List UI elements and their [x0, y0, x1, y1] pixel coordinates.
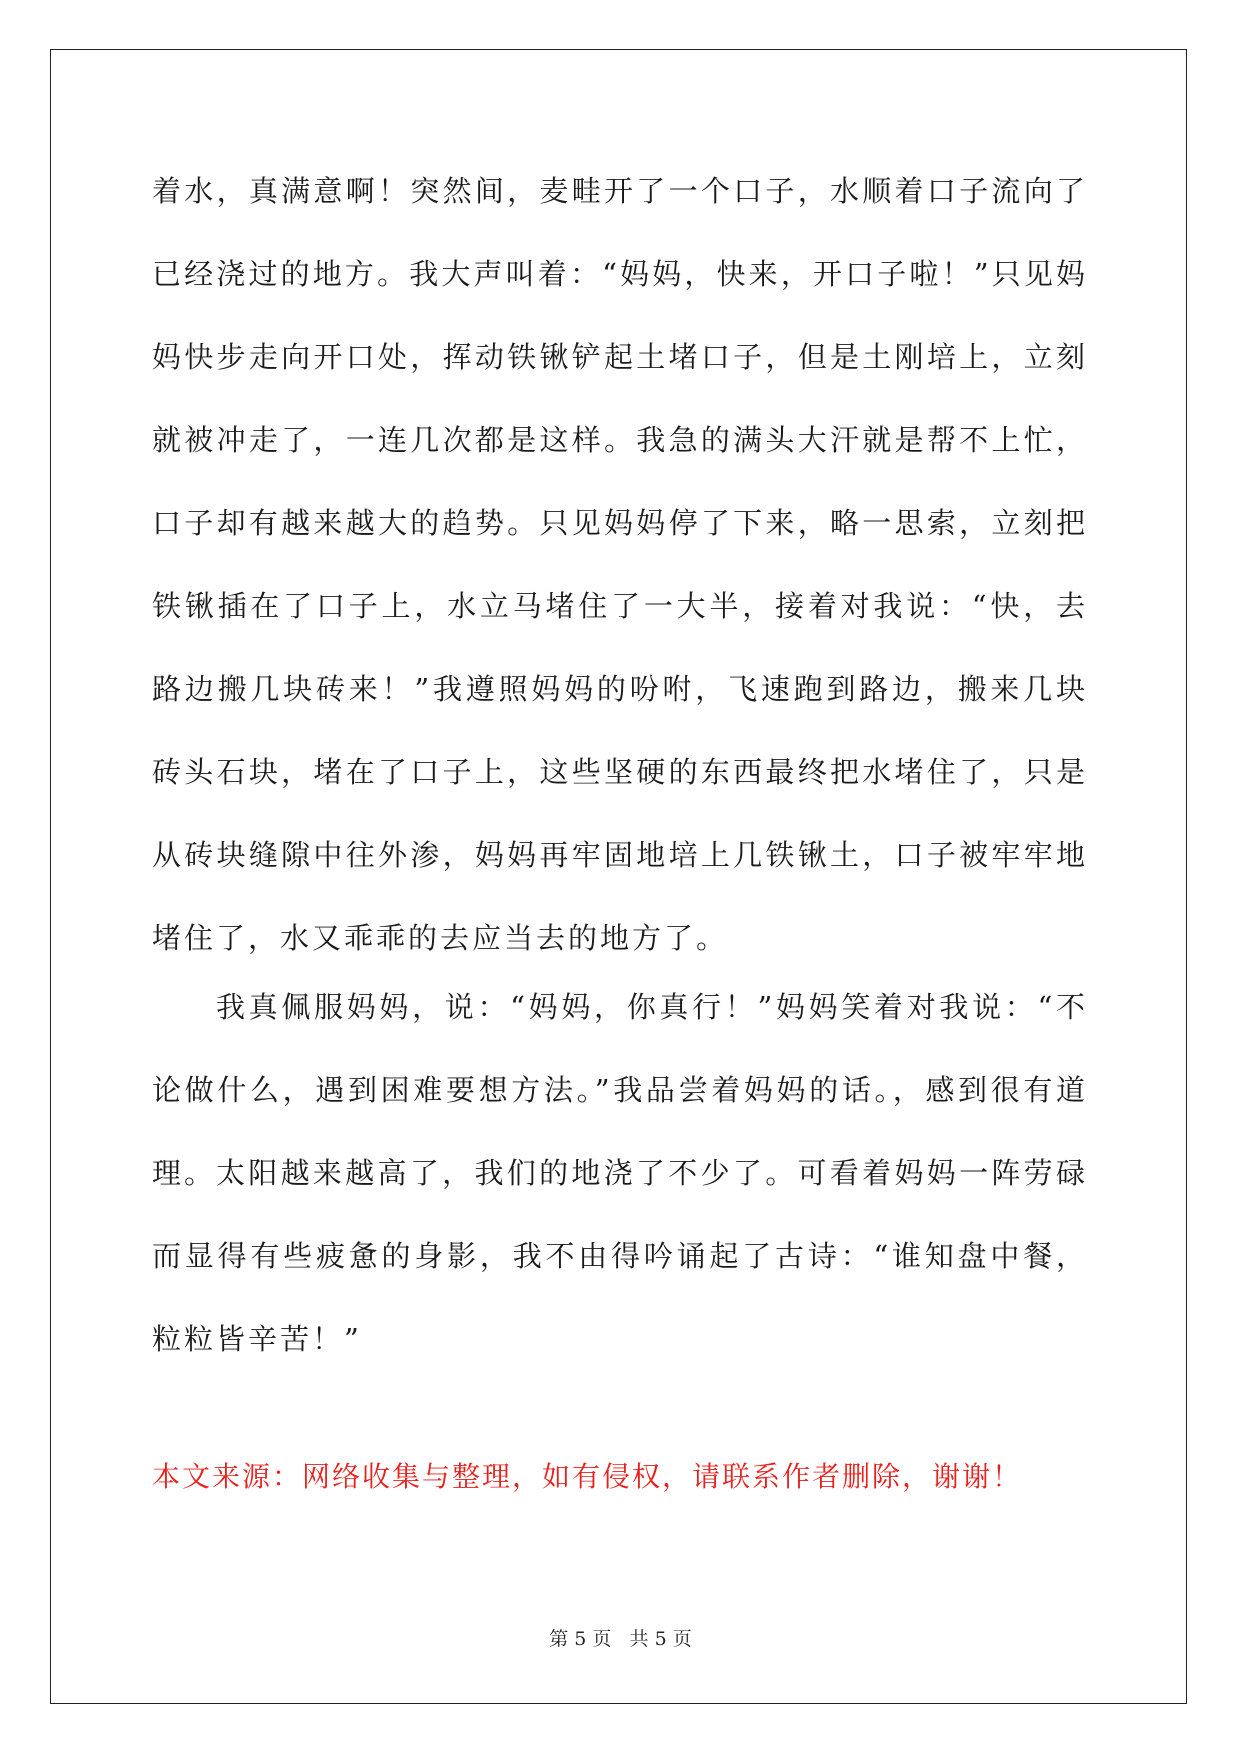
body-paragraph-3 [152, 1132, 1088, 1381]
paragraph-text: 着水，真满意啊！突然间，麦畦开了一个口子，水顺着口子流向了已经浇过的地方。我大声叫着：“妈妈，快来，开口子啦！”只见妈妈快步走向开口处，挥动铁锹铲起土堵口子，但是土刚培上，立刻就被冲走了，一连几次都是这样。我急的满头大汗就是帮不上忙，口子却有越来越大的趋势。只见妈妈停了下来，略一思索，立刻把铁锹插在了口子上，水立马堵住了一大半，接着对我说：“快，去路边搬几块砖来！”我遵照妈妈的吩咐，飞速跑到路边，搬来几块砖头石块，堵在了口子上，这些坚硬的东西最终把水堵住了，只是从砖块缝隙中往外渗，妈妈再牢固地培上几铁锹土，口子被牢牢地堵住了，水又乖乖的去应当去的地方了。 [152, 174, 1088, 955]
paragraph-text: 太阳越来越高了，我们的地浇了不少了。可看着妈妈一阵劳碌而显得有些疲惫的身影，我不由得吟诵起了古诗：“谁知盘中餐，粒粒皆辛苦！” [152, 1156, 1088, 1356]
page-number-footer: 第 5 页 共 5 页 [549, 1628, 692, 1650]
source-note: 本文来源：网络收集与整理，如有侵权，请联系作者删除，谢谢！ [152, 1460, 1023, 1493]
body-paragraph-1 [152, 150, 1088, 980]
paragraph-text: 我真佩服妈妈，说：“妈妈，你真行！”妈妈笑着对我说：“不论做什么，遇到困难要想方法。”我品尝着妈妈的话。，感到很有道理。 [152, 990, 1088, 1190]
